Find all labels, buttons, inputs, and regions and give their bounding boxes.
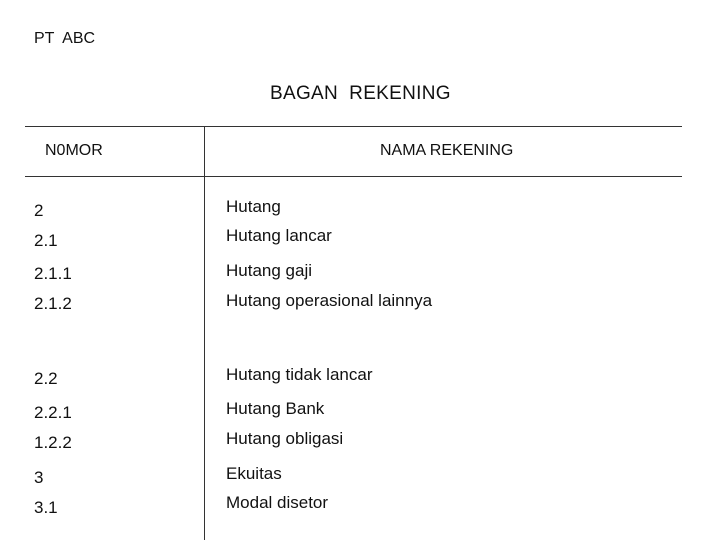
table-column-divider <box>204 127 205 540</box>
company-name: PT ABC <box>34 30 96 47</box>
table-row-account-name: Hutang lancar <box>226 226 332 245</box>
table-row-number: 2.2.1 <box>34 403 72 422</box>
table-row-number: 2.1.2 <box>34 294 72 313</box>
table-row-account-name: Modal disetor <box>226 493 329 512</box>
table-row-account-name: Hutang Bank <box>226 399 325 418</box>
table-row-account-name: Hutang gaji <box>226 261 313 280</box>
table-row-number: 3.1 <box>34 498 58 517</box>
document-title: BAGAN REKENING <box>270 83 451 104</box>
table-row-account-name: Ekuitas <box>226 464 282 483</box>
table-row-account-name: Hutang tidak lancar <box>226 365 373 384</box>
table-row-number: 2.1 <box>34 231 58 250</box>
table-top-border <box>25 126 682 127</box>
column-header-number: N0MOR <box>45 142 103 159</box>
table-row-account-name: Hutang <box>226 197 281 216</box>
table-header-divider <box>25 176 682 177</box>
table-row-number: 3 <box>34 468 44 487</box>
column-header-account-name: NAMA REKENING <box>380 142 514 159</box>
table-row-number: 2 <box>34 201 44 220</box>
table-row-account-name: Hutang obligasi <box>226 429 344 448</box>
table-row-number: 1.2.2 <box>34 433 72 452</box>
table-row-number: 2.1.1 <box>34 264 72 283</box>
table-row-account-name: Hutang operasional lainnya <box>226 291 433 310</box>
table-row-number: 2.2 <box>34 369 58 388</box>
